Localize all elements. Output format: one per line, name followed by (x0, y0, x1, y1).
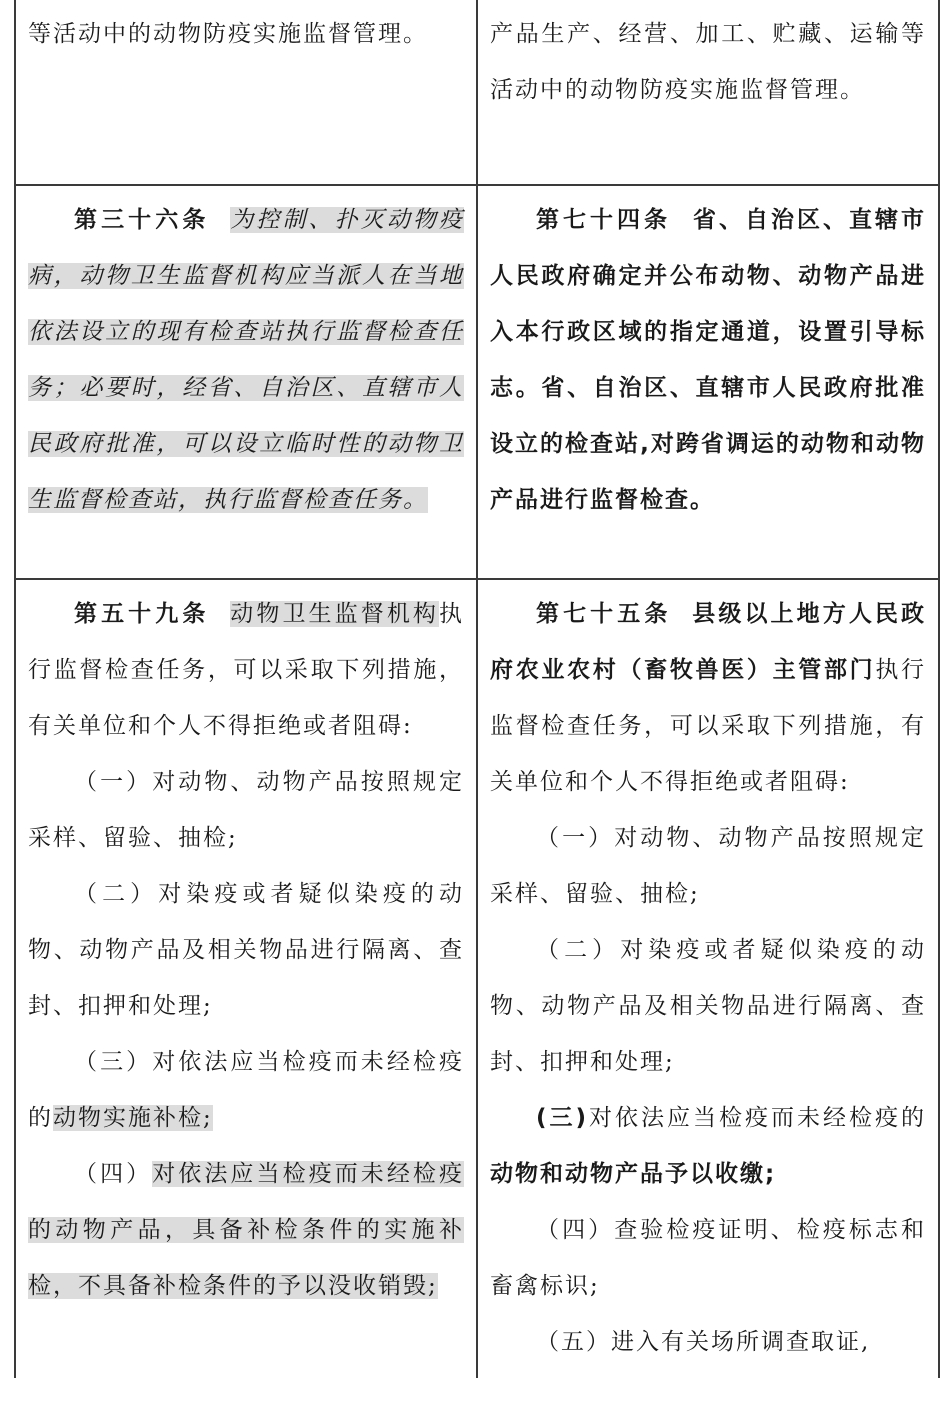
article-body: 执行监督检查任务，可以采取下列措施，有关单位和个人不得拒绝或者阻碍: (28, 601, 465, 739)
old-law-text: 等活动中的动物防疫实施监督管理。 (28, 21, 428, 47)
list-item: （四）对依法应当检疫而未经检疫的动物产品，具备补检条件的实施补检，不具备补检条件的予以没收销毁; (28, 1161, 465, 1299)
list-item: （二）对染疫或者疑似染疫的动物、动物产品及相关物品进行隔离、查封、扣押和处理; (28, 881, 464, 1019)
old-law-cell (15, 579, 477, 1378)
list-item: （一）对动物、动物产品按照规定采样、留验、抽检; (490, 825, 926, 907)
old-law-cell (15, 185, 477, 579)
list-item: （一）对动物、动物产品按照规定采样、留验、抽检; (28, 769, 464, 851)
highlighted-text: 对依法应当检疫而未经检疫的动物产品，具备补检条件的实施补检，不具备补检条件的予以没收销毁; (28, 1161, 465, 1299)
new-law-cell (477, 185, 939, 579)
list-item: (三)对依法应当检疫而未经检疫的动物和动物产品予以收缴; (490, 1105, 927, 1187)
table-row (15, 0, 939, 185)
new-law-cell (477, 579, 939, 1378)
article-body: 省、自治区、直辖市人民政府确定并公布动物、动物产品进入本行政区域的指定通道，设置引导标志。省、自治区、直辖市人民政府批准设立的检查站,对跨省调运的动物和动物产品进行监督检查。 (490, 207, 927, 513)
list-item: （二）对染疫或者疑似染疫的动物、动物产品及相关物品进行隔离、查封、扣押和处理; (490, 937, 926, 1075)
highlighted-text: 为控制、扑灭动物疫病，动物卫生监督机构应当派人在当地依法设立的现有检查站执行监督检查任务；必要时，经省、自治区、直辖市人民政府批准，可以设立临时性的动物卫生监督检查站，执行监督检查任务。 (28, 207, 465, 513)
new-law-text: 产品生产、经营、加工、贮藏、运输等活动中的动物防疫实施监督管理。 (490, 21, 926, 103)
article-number: 第七十五条 (536, 601, 672, 627)
new-article-75 (490, 586, 926, 810)
article-number: 第七十四条 (536, 207, 671, 233)
bold-text: 动物和动物产品予以收缴; (490, 1161, 777, 1187)
list-item: （五）进入有关场所调查取证, (536, 1329, 871, 1355)
old-law-cell (15, 0, 477, 185)
article-body: 执行监督检查任务，可以采取下列措施，有关单位和个人不得拒绝或者阻碍: (490, 657, 926, 795)
new-article-74 (490, 192, 926, 528)
table-row (15, 185, 939, 579)
bold-text: 县级以上地方人民政府农业农村（畜牧兽医）主管部门 (490, 601, 927, 683)
list-item: （三）对依法应当检疫而未经检疫的动物实施补检; (28, 1049, 464, 1131)
law-comparison-table (14, 0, 940, 1378)
article-number: 第三十六条 (74, 207, 210, 233)
highlighted-text: 动物卫生监督机构 (230, 601, 440, 627)
list-item: （四）查验检疫证明、检疫标志和畜禽标识; (490, 1217, 926, 1299)
highlighted-text: 动物实施补检; (53, 1105, 213, 1131)
new-law-cell (477, 0, 939, 185)
table-row (15, 579, 939, 1378)
old-article-36 (28, 192, 464, 528)
old-article-59 (28, 586, 464, 754)
article-number: 第五十九条 (74, 601, 210, 627)
